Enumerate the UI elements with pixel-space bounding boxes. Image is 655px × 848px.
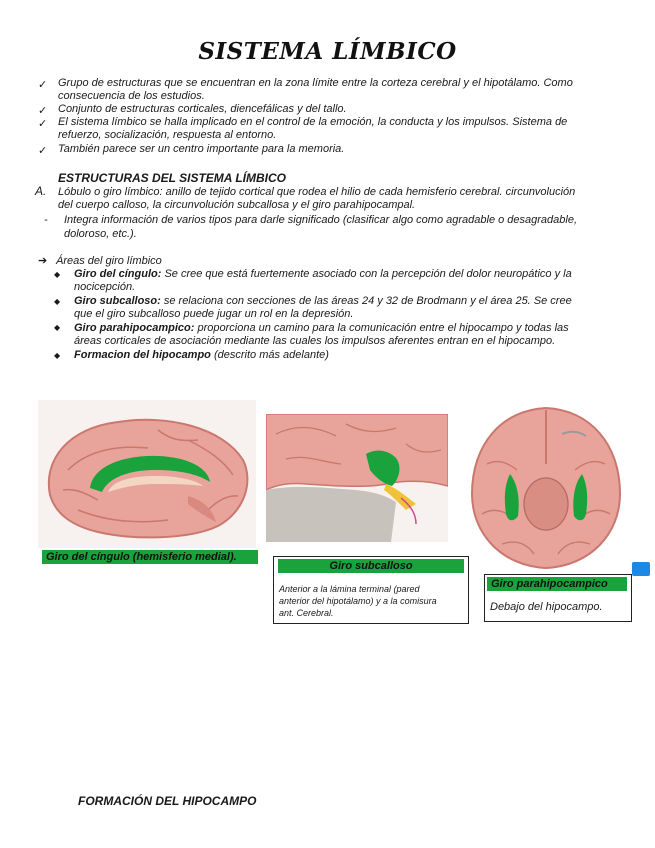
- intro-item-3-line-2: refuerzo, socialización, respuesta al entorno.: [58, 129, 277, 141]
- tag-badge-icon: [632, 562, 650, 576]
- parahippocampal-gyrus-image: [462, 404, 630, 572]
- arrow-icon: ➔: [38, 255, 48, 267]
- area-term-2: Giro subcalloso:: [74, 295, 161, 307]
- structures-dash-line-2: doloroso, etc.).: [64, 228, 137, 240]
- dash-marker: -: [44, 214, 48, 226]
- area-item-2-line-1: Giro subcalloso: se relaciona con secciones de las áreas 24 y 32 de Brodmann y el área 25. Se cree: [74, 295, 572, 307]
- subcallosal-desc-line-2: anterior del hipotálamo) y a la comisura: [279, 596, 437, 606]
- footer-heading: FORMACIÓN DEL HIPOCAMPO: [78, 794, 257, 808]
- check-icon: ✓: [38, 145, 48, 157]
- intro-item-4: También parece ser un centro importante para la memoria.: [58, 143, 345, 155]
- label-subcallosal: Giro subcalloso: [278, 559, 464, 573]
- area-item-2-line-2: que el giro subcalloso puede jugar un rol en la depresión.: [74, 308, 354, 320]
- area-item-3-line-1: Giro parahipocampico: proporciona un camino para la comunicación entre el hipocampo y todas las: [74, 322, 569, 334]
- check-icon: ✓: [38, 105, 48, 117]
- structures-dash-line-1: Integra información de varios tipos para darle significado (clasificar algo como agradable o desagradable,: [64, 214, 578, 226]
- subcallosal-desc-line-3: ant. Cerebral.: [279, 608, 334, 618]
- subcallosal-gyrus-image: [266, 414, 448, 542]
- label-parahippocampal: Giro parahipocampico: [487, 577, 627, 591]
- structures-a-line-2: del cuerpo calloso, la circunvolución subcallosa y el giro parahipocampal.: [58, 199, 416, 211]
- area-term-1: Giro del cíngulo:: [74, 268, 162, 280]
- structures-a-line-1: Lóbulo o giro límbico: anillo de tejido cortical que rodea el hilio de cada hemisferio cerebral. circunvolución: [58, 186, 576, 198]
- marker-a: A.: [35, 184, 47, 198]
- label-cingulate: Giro del cíngulo (hemisferio medial).: [42, 550, 258, 564]
- subcallosal-desc-line-1: Anterior a la lámina terminal (pared: [279, 584, 420, 594]
- area-item-4-line-1: Formacion del hipocampo (descrito más adelante): [74, 349, 329, 361]
- intro-item-3-line-1: El sistema límbico se halla implicado en el control de la emoción, la conducta y los impulsos. Sistema de: [58, 116, 568, 128]
- area-item-3-line-2: áreas corticales de asociación mediante las cuales los impulsos aferentes entran en el hipocampo.: [74, 335, 556, 347]
- area-term-3: Giro parahipocampico:: [74, 322, 195, 334]
- bullet-icon: ◆: [54, 297, 61, 306]
- intro-item-1-line-1: Grupo de estructuras que se encuentran en la zona límite entre la corteza cerebral y el hipotálamo. Como: [58, 77, 573, 89]
- area-item-1-line-1: Giro del cíngulo: Se cree que está fuertemente asociado con la percepción del dolor neuropático y la: [74, 268, 572, 280]
- area-item-1-line-2: nocicepción.: [74, 281, 136, 293]
- check-icon: ✓: [38, 118, 48, 130]
- page-title: SISTEMA LÍMBICO: [198, 38, 457, 65]
- check-icon: ✓: [38, 79, 48, 91]
- structures-heading: ESTRUCTURAS DEL SISTEMA LÍMBICO: [58, 171, 287, 185]
- bullet-icon: ◆: [54, 351, 61, 360]
- parahippocampal-box: [484, 574, 632, 622]
- bullet-icon: ◆: [54, 323, 61, 332]
- cingulate-gyrus-image: [38, 400, 256, 548]
- parahippocampal-desc: Debajo del hipocampo.: [490, 601, 603, 613]
- area-term-4: Formacion del hipocampo: [74, 349, 211, 361]
- subcallosal-box: [273, 556, 469, 624]
- intro-item-1-line-2: consecuencia de los estudios.: [58, 90, 205, 102]
- areas-heading: Áreas del giro límbico: [56, 255, 162, 267]
- intro-item-2: Conjunto de estructuras corticales, diencefálicas y del tallo.: [58, 103, 347, 115]
- bullet-icon: ◆: [54, 270, 61, 279]
